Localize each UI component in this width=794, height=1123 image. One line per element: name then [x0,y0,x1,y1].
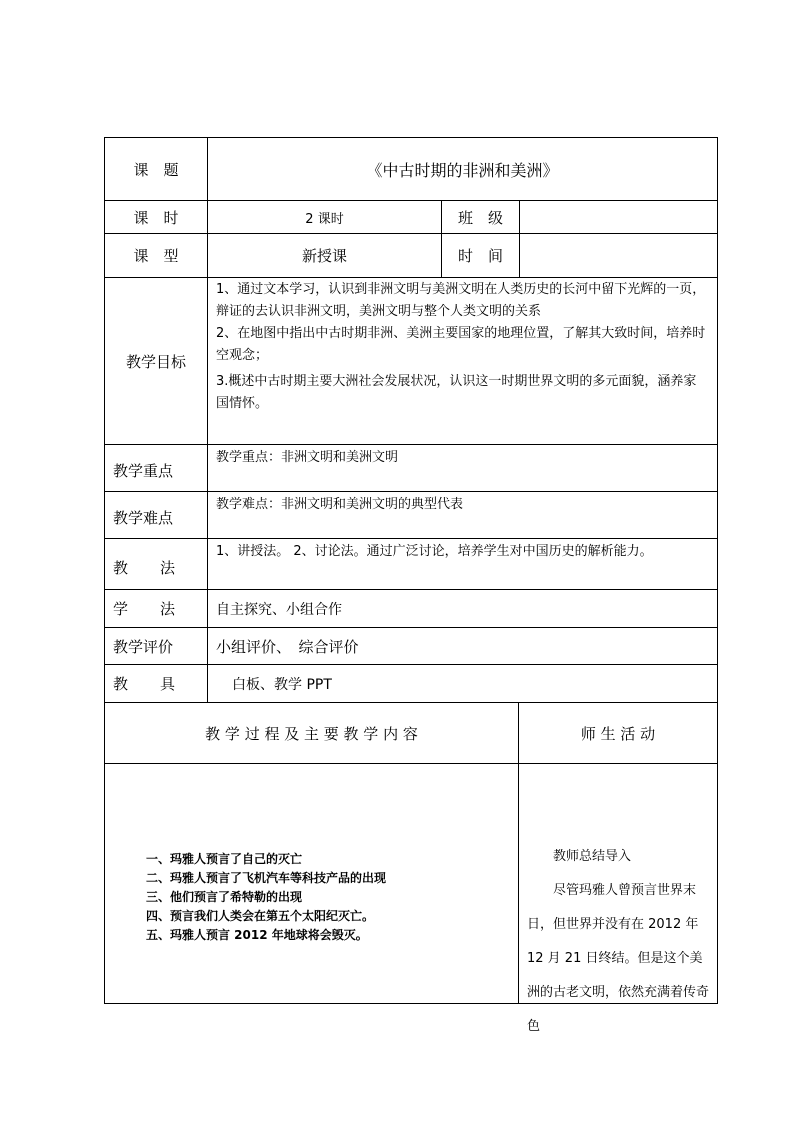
periods-label: 课 时 [133,208,179,227]
type-value: 新授课 [207,234,441,277]
process-item-1: 一、玛雅人预言了自己的灭亡 [146,852,303,866]
time-value [519,234,717,277]
methods-label [105,539,207,589]
tools-label-a: 教 [113,675,129,693]
row-evaluation [104,627,718,664]
objective-2: 2、在地图中指出中古时期非洲、美洲主要国家的地理位置，了解其大致时间，培养时空观念； [216,326,706,363]
evaluation-value: 小组评价、 综合评价 [207,628,717,664]
tools-label [105,665,207,702]
key-points-value: 教学重点：非洲文明和美洲文明 [207,445,717,491]
learning-label-b: 法 [159,600,175,618]
difficulties-value: 教学难点：非洲文明和美洲文明的典型代表 [207,492,717,538]
learning-label-a: 学 [113,600,129,618]
activity-line-1: 教师总结导入 [527,849,632,864]
row-objectives [104,277,718,444]
row-process-content [104,763,718,1034]
methods-label-a: 教 [113,558,129,577]
methods-label-b: 法 [159,558,175,577]
process-item-2: 二、玛雅人预言了飞机汽车等科技产品的出现 [146,871,387,885]
row-process-header [104,702,718,763]
objectives-content [207,278,717,444]
topic-value: 《中古时期的非洲和美洲》 [207,138,717,200]
row-learning [104,589,718,627]
tools-label-b: 具 [159,675,175,693]
process-item-4: 四、预言我们人类会在第五个太阳纪灭亡。 [146,909,375,923]
row-methods [104,538,718,589]
row-tools [104,664,718,702]
process-list [146,850,386,945]
difficulties-label: 教学难点 [113,508,174,527]
row-key-points [104,444,718,491]
key-points-label: 教学重点 [113,461,174,480]
activity-text [527,846,711,1044]
learning-value: 自主探究、小组合作 [207,590,717,627]
activity-line-2: 尽管玛雅人曾预言世界末日，但世界并没有在 2012 年 12 月 21 日终结。但是这个美洲的古老文明，依然充满着传奇色 [527,883,710,1034]
tools-value: 白板、教学 PPT [207,665,717,702]
class-label: 班 级 [441,201,519,233]
type-label: 课 型 [133,247,179,265]
row-difficulties [104,491,718,538]
objectives-label: 教学目标 [125,352,186,371]
objective-3: 3.概述中古时期主要大洲社会发展状况，认识这一时期世界文明的多元面貌，涵养家国情怀。 [216,374,697,411]
process-content [105,764,518,1003]
row-topic [104,137,718,200]
time-label: 时 间 [441,234,519,277]
methods-value: 1、讲授法。 2、讨论法。通过广泛讨论，培养学生对中国历史的解析能力。 [207,539,717,589]
periods-value: 2 课时 [207,201,441,233]
process-header: 教 学 过 程 及 主 要 教 学 内 容 [205,724,418,743]
topic-label: 课 题 [133,160,179,179]
evaluation-label: 教学评价 [113,637,174,656]
process-item-5: 五、玛雅人预言 2012 年地球将会毁灭。 [146,928,368,942]
class-value [519,201,717,233]
objective-1: 1、通过文本学习，认识到非洲文明与美洲文明在人类历史的长河中留下光辉的一页，辩证的去认识非洲文明，美洲文明与整个人类文明的关系 [216,282,706,319]
row-periods [104,200,718,233]
activity-header: 师 生 活 动 [518,703,717,763]
learning-label [105,590,207,627]
process-item-3: 三、他们预言了希特勒的出现 [146,890,303,904]
activity-content [518,764,717,1034]
row-type [104,233,718,277]
